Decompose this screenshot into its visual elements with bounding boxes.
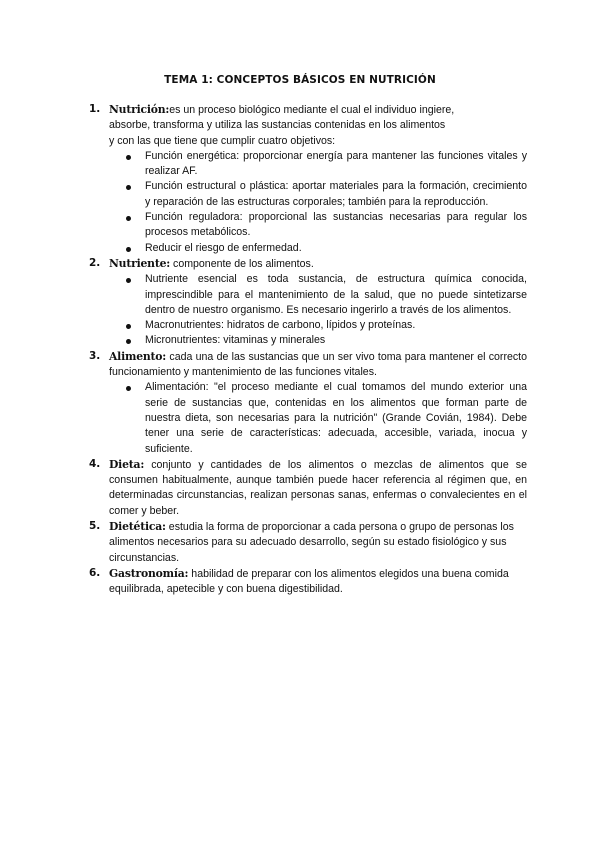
item-number: 1. xyxy=(89,103,101,115)
definition-text: conjunto y cantidades de los alimentos o mezclas de alimentos que se consumen habitualmente, aunque también puede hacer referencia al régimen que, en determinadas circunstancias, realizan personas sanas, enfermas o convalecientes en el comer y beber. xyxy=(109,458,527,517)
term-nutricion: Nutrición: xyxy=(109,103,170,116)
definition-text: habilidad de preparar con los alimentos elegidos una buena comida equilibrada, apetecible y con buena digestibilidad. xyxy=(109,567,509,596)
list-item: Función estructural o plástica: aportar materiales para la formación, crecimiento y reparación de las estructuras corporales; también para la reproducción. xyxy=(145,179,527,210)
definition-line: absorbe, transforma y utiliza las sustancias contenidas en los alimentos xyxy=(109,119,446,132)
list-item: Macronutrientes: hidratos de carbono, lípidos y proteínas. xyxy=(145,318,527,333)
concept-item-gastronomia xyxy=(89,566,527,598)
concept-item-nutricion xyxy=(89,102,527,256)
list-item: Micronutrientes: vitaminas y minerales xyxy=(145,333,527,348)
item-number: 3. xyxy=(89,349,101,362)
concept-item-dietetica xyxy=(89,519,527,566)
item-number: 2. xyxy=(89,256,101,269)
definition-line: es un proceso biológico mediante el cual el individuo ingiere, xyxy=(169,104,455,116)
concept-item-alimento xyxy=(89,349,527,457)
definition-text: estudia la forma de proporcionar a cada persona o grupo de personas los alimentos necesarios para su adecuado desarrollo, según su estado fisiológico y sus circunstancias. xyxy=(109,521,514,564)
concept-item-dieta xyxy=(89,457,527,519)
definition-text: componente de los alimentos. xyxy=(173,257,314,270)
term-alimento: Alimento: xyxy=(109,349,167,363)
item-number: 6. xyxy=(89,566,101,579)
concept-item-nutriente xyxy=(89,256,527,349)
document-body xyxy=(89,102,527,598)
definition-text: cada una de las sustancias que un ser vivo toma para mantener el correcto funcionamiento y mantenimiento de las funciones vitales. xyxy=(109,350,527,379)
term-dieta: Dieta: xyxy=(109,457,145,471)
term-dietetica: Dietética: xyxy=(109,520,166,534)
term-nutriente: Nutriente: xyxy=(109,256,171,270)
list-item: Alimentación: "el proceso mediante el cual tomamos del mundo exterior una serie de sustancias que, contenidas en los alimentos que forman parte de nuestra dieta, son necesarias para la nutrición" (Grande Covián, 1984). Debe tener una serie de características: adecuada, accesible, variada, inocua y suficiente. xyxy=(145,380,527,456)
concept-list xyxy=(89,102,527,598)
definition-line: y con las que tiene que cumplir cuatro objetivos: xyxy=(109,134,336,147)
item-number: 4. xyxy=(89,457,101,470)
term-gastronomia: Gastronomía: xyxy=(109,566,189,580)
list-item: Función reguladora: proporcional las sustancias necesarias para regular los procesos metabólicos. xyxy=(145,210,527,241)
objectives-list xyxy=(109,149,527,256)
list-item: Función energética: proporcionar energía para mantener las funciones vitales y realizar AF. xyxy=(145,149,527,180)
nutriente-list xyxy=(109,272,527,348)
list-item: Reducir el riesgo de enfermedad. xyxy=(145,241,527,256)
list-item: Nutriente esencial es toda sustancia, de estructura química conocida, imprescindible para el mantenimiento de la salud, que no puede sintetizarse dentro de nuestro organismo. Es necesario ingerirlo a través de los alimentos. xyxy=(145,272,527,318)
item-number: 5. xyxy=(89,520,101,533)
alimento-list xyxy=(109,380,527,456)
document-title: TEMA 1: CONCEPTOS BÁSICOS EN NUTRICIÓN xyxy=(164,74,436,86)
